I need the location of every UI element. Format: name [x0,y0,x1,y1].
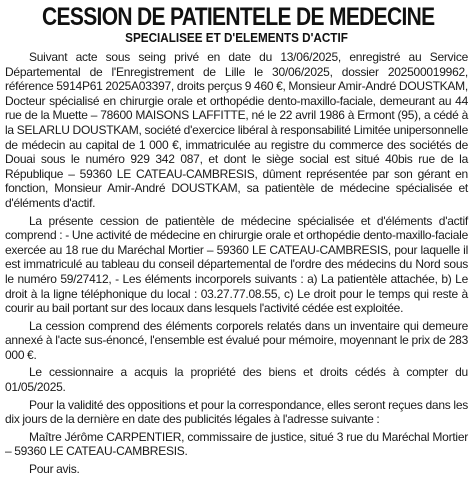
paragraph-closing: Pour avis. [29,462,80,477]
paragraph-address: Maître Jérôme CARPENTIER, commissaire de justice, situé 3 rue du Maréchal Mortier – 59360 LE CATEAU-CAMBRESIS. [5,429,468,459]
notice-body [5,50,468,477]
paragraph-price: La cession comprend des éléments corporels relatés dans un inventaire qui demeure annexé à l'acte sus-énoncé, l'ensemble est évalué pour mémoire, moyennant le prix de 283 000 €. [5,318,468,362]
paragraph-effective-date: Le cessionnaire a acquis la propriété des biens et droits cédés à compter du 01/05/2025. [5,365,468,395]
paragraph-scope: La présente cession de patientèle de médecine spécialisée et d'éléments d'actif comprend : - Une activité de médecine en chirurgie orale et orthopédie dento-maxillo-faciale exercée au 18 rue du Maréchal Mortier – 59360 LE CATEAU-CAMBRESIS, pour laquelle il est immatriculé au tableau du conseil départemental de l'ordre des médecins du Nord sous le numéro 59/27412, - Les éléments incorporels suivants : a) La patientèle attachée, b) Le droit à la ligne téléphonique du local : 03.27.77.08.55, c) Le droit pour le temps qui reste à courir au bail portant sur des locaux dans lesquels l'activité cédée est exploitée. [5,213,468,316]
paragraph-oppositions: Pour la validité des oppositions et pour la correspondance, elles seront reçues dans les dix jours de la dernière en date des publicités légales à l'adresse suivante : [5,397,468,427]
paragraph-deed: Suivant acte sous seing privé en date du 13/06/2025, enregistré au Service Départemental de l'Enregistrement de Lille le 30/06/2025, dossier 202500019962, référence 5914P61 2025A03397, droits perçus 9 460 €, Monsieur Amir-André DOUSTKAM, Docteur spécialisé en chirurgie orale et orthopédie dento-maxillo-faciale, demeurant au 44 rue de la Muette – 78600 MAISONS LAFFITTE, né le 22 avril 1986 à Ermont (95), a cédé à la SELARLU DOUSTKAM, société d'exercice libéral à responsabilité Limitée unipersonnelle de médecin au capital de 1 000 €, immatriculée au registre du commerce des sociétés de Douai sous le numéro 929 342 087, et dont le siège social est situé 40bis rue de la République – 59360 LE CATEAU-CAMBRESIS, dûment représentée par son gérant en fonction, Monsieur Amir-André DOUSTKAM, sa patientèle de médecine spécialisée et d'éléments d'actif. [5,50,468,210]
notice-subtitle: SPECIALISEE ET D'ELEMENTS D'ACTIF [125,30,348,45]
notice-title: CESSION DE PATIENTELE DE MEDECINE [42,3,435,31]
